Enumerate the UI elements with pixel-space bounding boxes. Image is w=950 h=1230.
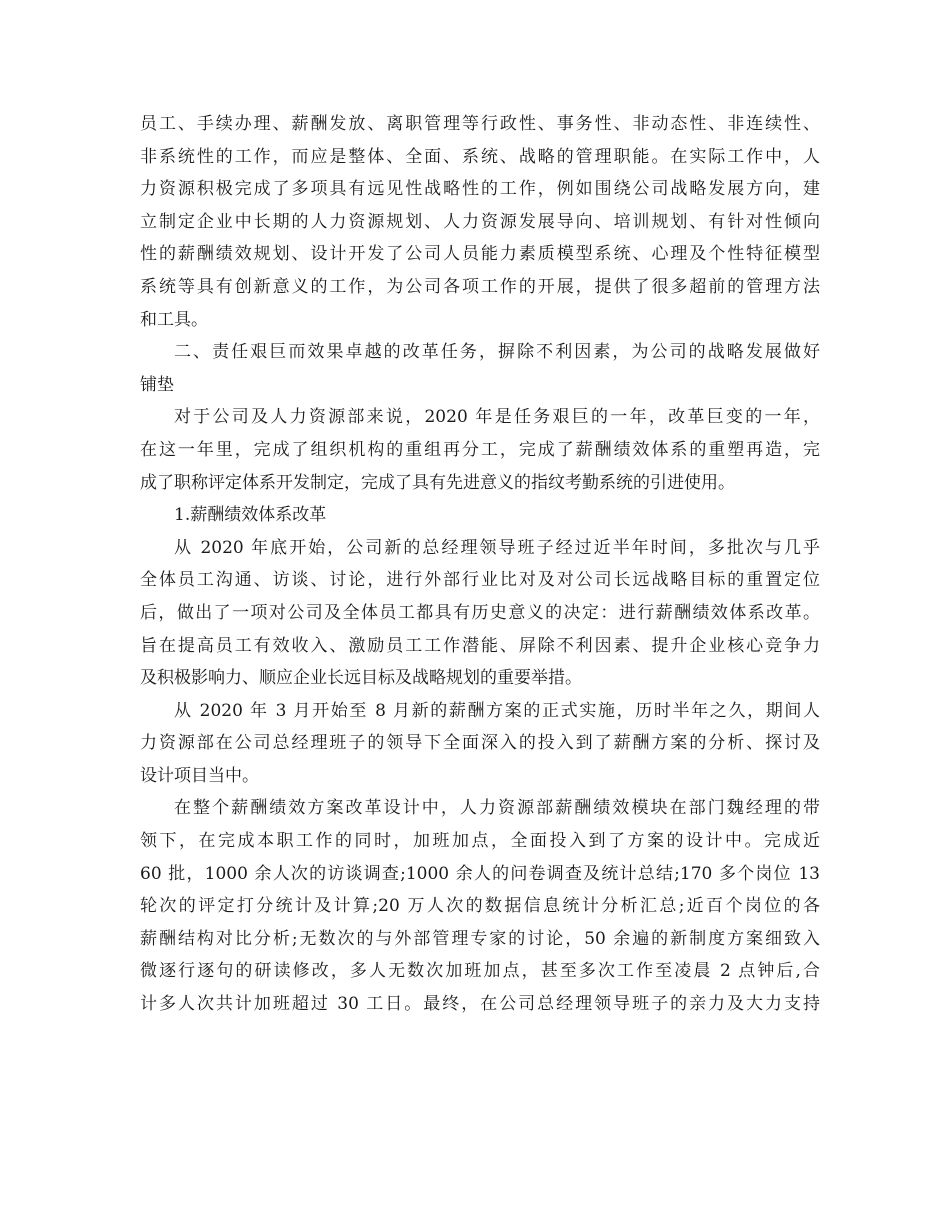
text-line: 二、责任艰巨而效果卓越的改革任务，摒除不利因素，为公司的战略发展做好	[174, 342, 820, 363]
text-line: 力资源积极完成了多项具有远见性战略性的工作，例如围绕公司战略发展方向，建	[140, 179, 820, 200]
text-line: 性的薪酬绩效规划、设计开发了公司人员能力素质模型系统、心理及个性特征模型	[140, 244, 820, 265]
text-line: 在整个薪酬绩效方案改革设计中，人力资源部薪酬绩效模块在部门魏经理的带	[174, 798, 820, 819]
text-line: 铺垫	[140, 374, 174, 395]
text-line: 力资源部在公司总经理班子的领导下全面深入的投入到了薪酬方案的分析、探讨及	[140, 733, 820, 754]
text-line: 成了职称评定体系开发制定，完成了具有先进意义的指纹考勤系统的引进使用。	[140, 472, 735, 493]
text-line: 1.薪酬绩效体系改革	[174, 505, 327, 526]
text-line: 系统等具有创新意义的工作，为公司各项工作的开展，提供了很多超前的管理方法	[140, 276, 820, 297]
text-line: 对于公司及人力资源部来说，2020 年是任务艰巨的一年，改革巨变的一年，	[174, 407, 820, 428]
text-line: 非系统性的工作，而应是整体、全面、系统、战略的管理职能。在实际工作中，人	[140, 146, 820, 167]
text-line: 计多人次共计加班超过 30 工日。最终，在公司总经理领导班子的亲力及大力支持	[140, 994, 820, 1015]
text-line: 和工具。	[140, 309, 208, 330]
text-line: 轮次的评定打分统计及计算;20 万人次的数据信息统计分析汇总;近百个岗位的各	[140, 896, 820, 917]
text-line: 从 2020 年 3 月开始至 8 月新的薪酬方案的正式实施，历时半年之久，期间人	[174, 700, 820, 721]
text-line: 从 2020 年底开始，公司新的总经理领导班子经过近半年时间，多批次与几乎	[174, 537, 820, 558]
text-line: 领下，在完成本职工作的同时，加班加点，全面投入到了方案的设计中。完成近	[140, 831, 820, 852]
text-line: 立制定企业中长期的人力资源规划、人力资源发展导向、培训规划、有针对性倾向	[140, 211, 820, 232]
text-line: 在这一年里，完成了组织机构的重组再分工，完成了薪酬绩效体系的重塑再造，完	[140, 439, 820, 460]
text-line: 全体员工沟通、访谈、讨论，进行外部行业比对及对公司长远战略目标的重置定位	[140, 570, 820, 591]
text-line: 微逐行逐句的研读修改，多人无数次加班加点，甚至多次工作至凌晨 2 点钟后,合	[140, 961, 820, 982]
text-line: 员工、手续办理、薪酬发放、离职管理等行政性、事务性、非动态性、非连续性、	[140, 114, 820, 134]
text-line: 设计项目当中。	[140, 765, 259, 786]
text-line: 薪酬结构对比分析;无数次的与外部管理专家的讨论，50 余遍的新制度方案细致入	[140, 928, 820, 949]
body-text	[140, 108, 820, 1021]
text-line: 及积极影响力、顺应企业长远目标及战略规划的重要举措。	[140, 668, 582, 689]
text-line: 后，做出了一项对公司及全体员工都具有历史意义的决定：进行薪酬绩效体系改革。	[140, 602, 820, 623]
text-line: 旨在提高员工有效收入、激励员工工作潜能、屏除不利因素、提升企业核心竞争力	[140, 635, 820, 656]
text-line: 60 批，1000 余人次的访谈调查;1000 余人的问卷调查及统计总结;170 多个岗位 13	[140, 863, 820, 884]
